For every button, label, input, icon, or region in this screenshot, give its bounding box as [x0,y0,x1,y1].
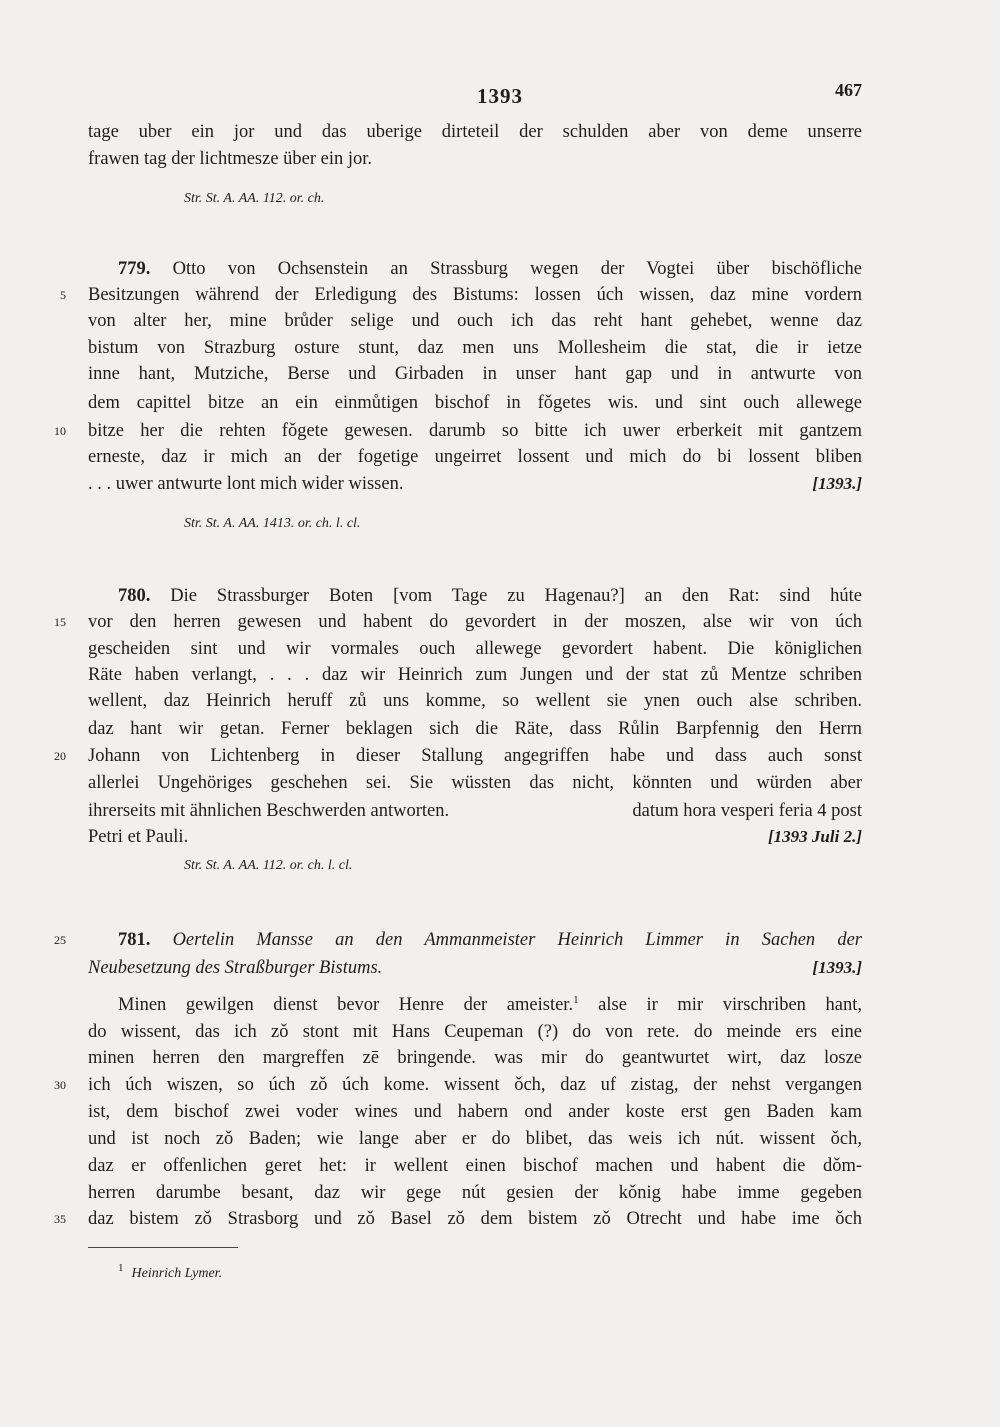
line-number: 10 [54,424,66,438]
date-bracket: [1393 Juli 2.] [768,827,862,846]
footnote-text: Heinrich Lymer. [131,1266,223,1281]
text-line: allerlei Ungehöriges geschehen sei. Sie wüssten das nicht, könnten und würden aber [88,773,862,793]
date-bracket: [1393.] [812,958,862,977]
text-line: herren darumbe besant, daz wir gege nút gesien der kǒnig habe imme gegeben [88,1183,862,1203]
entry-title: Oertelin Mansse an den Ammanmeister Heinrich Limmer in Sachen der [172,930,863,950]
text-line: ist, dem bischof zwei voder wines und habern ond ander koste erst gen Baden kam [88,1102,862,1122]
text-line: daz hant wir getan. Ferner beklagen sich die Räte, dass Růlin Barpfennig den Herrn [88,719,862,739]
text-line: Otto von Ochsenstein an Strassburg wegen der Vogtei über bischöfliche [172,259,862,279]
latin-dating-clause: datum hora vesperi feria 4 post [632,801,862,821]
entry-title: Neubesetzung des Straßburger Bistums. [88,958,383,978]
line-number: 20 [54,749,66,763]
entry-780-first-line [118,583,862,609]
text-line: bistum von Strazburg osture stunt, daz men uns Mollesheim die stat, die ir ietze [88,338,862,358]
entry-number: 781. [118,930,151,950]
text-line: frawen tag der lichtmesze über ein jor. [88,149,373,169]
date-bracket: [1393.] [812,474,862,493]
text-line: Räte haben verlangt, . . . daz wir Heinrich zum Jungen und der stat zů Mentze schriben [88,665,862,685]
text-line: ich úch wiszen, so úch zǒ úch kome. wissent ǒch, daz uf zistag, der nehst vergangen [88,1075,862,1095]
text-line: Johann von Lichtenberg in dieser Stallung angegriffen habe und dass auch sonst [88,746,862,766]
text-line: . . . uwer antwurte lont mich wider wissen. [88,474,404,494]
line-number: 30 [54,1078,66,1092]
text-line: von alter her, mine brůder selige und ouch ich das reht hant gehebet, wenne daz [88,311,862,331]
line-number: 25 [54,933,66,947]
line-number: 35 [54,1212,66,1226]
text-line: vor den herren gewesen und habent do gevordert in der moszen, alse wir von úch [88,612,862,632]
footnote-marker: 1 [573,993,579,1006]
text-line: Petri et Pauli. [88,827,189,847]
line-number: 15 [54,615,66,629]
text-line: Besitzungen während der Erledigung des Bistums: lossen úch wissen, daz mine vordern [88,285,862,305]
entry-number: 779. [118,259,151,279]
source-citation: Str. St. A. AA. 1413. or. ch. l. cl. [184,516,361,531]
text-line: do wissent, das ich zǒ stont mit Hans Ceupeman (?) do von rete. do meinde ers eine [88,1022,862,1042]
text-line: bitze her die rehten fǒgete gewesen. darumb so bitte ich uwer erberkeit mit gantzem [88,421,862,441]
footnote [118,1262,223,1282]
footnote-rule [88,1247,238,1248]
entry-779-first-line [118,256,862,282]
text-line: und ist noch zǒ Baden; wie lange aber er do blibet, das weis ich nút. wissent ǒch, [88,1129,862,1149]
text-line: wellent, daz Heinrich heruff zů uns komme, so wellent sie ynen ouch alse schriben. [88,691,862,711]
text-line: Minen gewilgen dienst bevor Henre der ameister.$^1$ alse ir mir virschriben hant, [118,993,862,1015]
text-line: daz bistem zǒ Strasborg und zǒ Basel zǒ dem bistem zǒ Otrecht und habe ime ǒch [88,1209,862,1229]
text-line: dem capittel bitze an ein einmůtigen bischof in fǒgetes wis. und sint ouch allewege [88,393,862,413]
entry-number: 780. [118,586,151,606]
text-line: gescheiden sint und wir vormales ouch allewege gevordert habent. Die königlichen [88,639,862,659]
text-line: tage uber ein jor und das uberige dirteteil der schulden aber von deme unserre [88,122,862,142]
source-citation: Str. St. A. AA. 112. or. ch. [184,191,325,206]
footnote-mark: 1 [118,1262,124,1275]
source-citation: Str. St. A. AA. 112. or. ch. l. cl. [184,858,353,873]
running-header-year: 1393 [477,84,523,108]
text-line: minen herren den margreffen zē bringende. was mir do geantwurtet wirt, daz losze [88,1048,862,1068]
page-number: 467 [835,80,862,100]
line-number: 5 [60,288,66,302]
text-line: erneste, daz ir mich an der fogetige ungeirret lossent und mich do bi lossent bliben [88,447,862,467]
text-line: ihrerseits mit ähnlichen Beschwerden antworten. [88,801,450,821]
text-line: daz er offenlichen geret het: ir wellent einen bischof machen und habent die dǒm- [88,1156,862,1176]
text-line: inne hant, Mutziche, Berse und Girbaden in unser hant gap und in antwurte von [88,364,862,384]
entry-781-heading [118,927,862,953]
text-line: Die Strassburger Boten [vom Tage zu Hagenau?] an den Rat: sind húte [170,586,863,606]
